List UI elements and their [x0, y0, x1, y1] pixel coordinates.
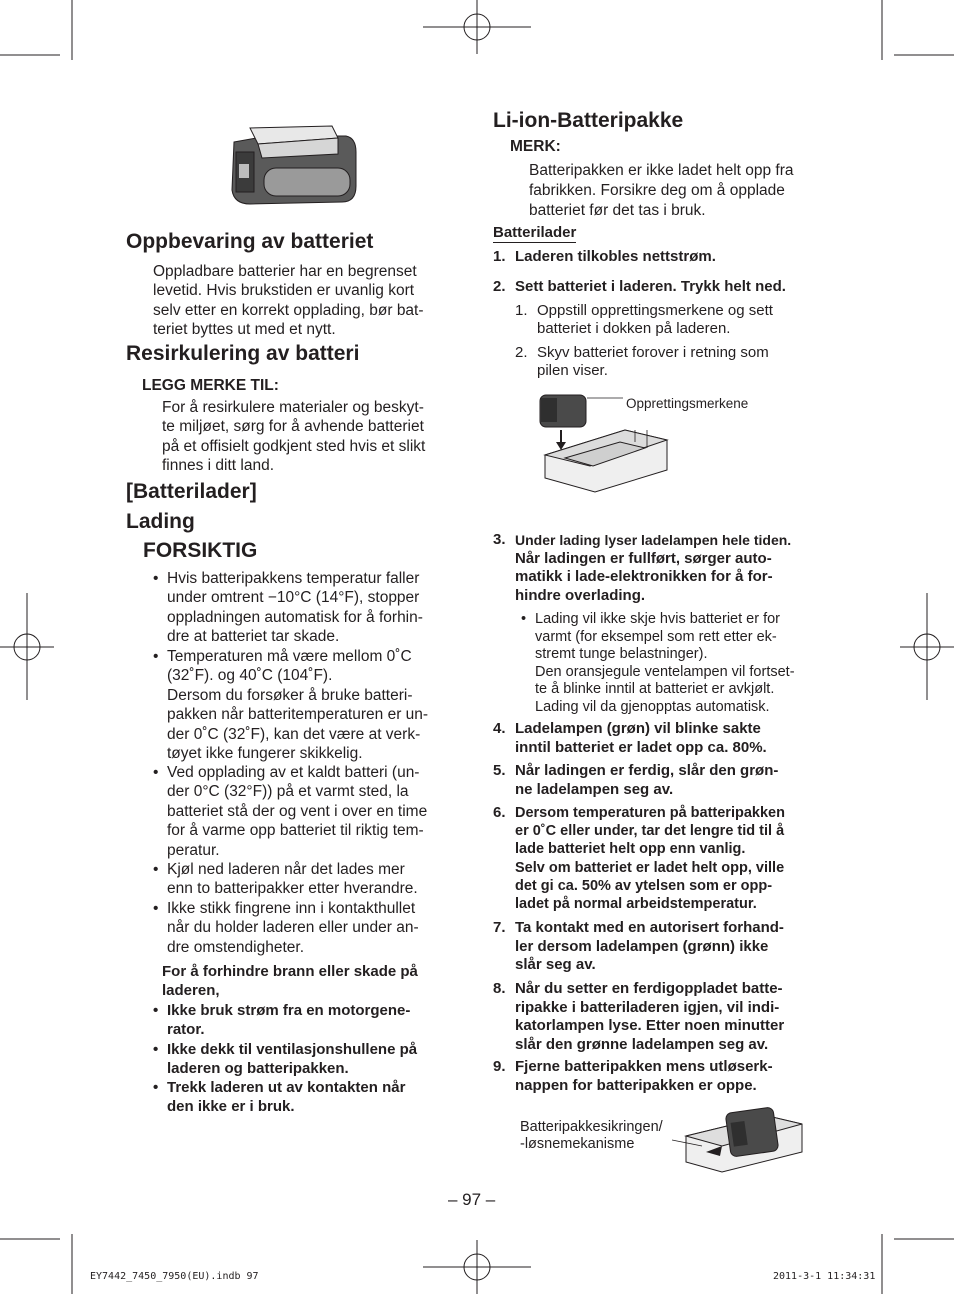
step-3: Under lading lyser ladelampen hele tiden. Når ladingen er fullført, sørger auto- matikk i lade-elektronikken for å for- hindre overlading.: [515, 532, 792, 604]
notice-label: LEGG MERKE TIL:: [142, 377, 279, 394]
fire-intro: For å forhindre brann eller skade på laderen,: [162, 963, 418, 1000]
step-number: 1.: [493, 248, 506, 265]
sub-number: 1.: [515, 302, 528, 319]
step-number: 4.: [493, 720, 506, 737]
liion-title: Li-ion-Batteripakke: [493, 109, 684, 132]
charging-title: Lading: [126, 510, 195, 533]
step-5: Når ladingen er ferdig, slår den grøn- ne ladelampen seg av.: [515, 762, 779, 798]
storage-title: Oppbevaring av batteriet: [126, 230, 374, 253]
step-2: Sett batteriet i laderen. Trykk helt ned.: [515, 278, 786, 295]
step-9: Fjerne batteripakken mens utløserk- nappen for batteripakken er oppe.: [515, 1058, 773, 1094]
recycle-title: Resirkulering av batteri: [126, 342, 360, 365]
step-number: 6.: [493, 804, 506, 821]
step-1: Laderen tilkobles nettstrøm.: [515, 248, 716, 265]
fig2-caption: Batteripakkesikringen/ -løsnemekanisme: [520, 1119, 663, 1152]
battery-release-illustration: [672, 1106, 804, 1174]
step-number: 9.: [493, 1058, 506, 1075]
merk-label: MERK:: [510, 138, 561, 155]
storage-text: Oppladbare batterier har en begrenset levetid. Hvis brukstiden er uvanlig kort selv etter en korrekt opplading, bør bat- teriet byttes ut med et nytt.: [153, 263, 424, 339]
step-6: Dersom temperaturen på batteripakken er 0˚C eller under, tar det lengre tid til å lade batteriet helt opp enn vanlig. Selv om batteriet er ladet helt opp, ville det gi ca. 50% av ytelsen som er opp- ladet på normal arbeidstemperatur.: [515, 805, 785, 913]
sub-step-2: Skyv batteriet forover i retning som pilen viser.: [537, 344, 769, 380]
sub-number: 2.: [515, 344, 528, 361]
step-number: 2.: [493, 278, 506, 295]
sub-step-1: Oppstill opprettingsmerkene og sett batteriet i dokken på laderen.: [537, 302, 773, 338]
step-number: 3.: [493, 531, 506, 548]
step-8: Når du setter en ferdigoppladet batte- ripakke i batteriladeren igjen, vil indi- katorlampen lyse. Etter noen minutter slår den grønne ladelampen seg av.: [515, 980, 785, 1053]
battery-pack-illustration: [228, 124, 358, 208]
fig1-caption: Opprettingsmerkene: [626, 396, 749, 411]
step-number: 7.: [493, 919, 506, 936]
charger-title: [Batterilader]: [126, 480, 257, 503]
merk-text: Batteripakken er ikke ladet helt opp fra fabrikken. Forsikre deg om å opplade batteriet før det tas i bruk.: [529, 162, 794, 219]
step-7: Ta kontakt med en autorisert forhand- ler dersom ladelampen (grønn) ikke slår seg av.: [515, 919, 784, 973]
recycle-text: For å resirkulere materialer og beskyt- te miljøet, sørg for å avhende batteriet på et offisielt godkjent sted hvis et slikt finnes i ditt land.: [162, 399, 426, 475]
step-number: 5.: [493, 762, 506, 779]
step-3-note: • Lading vil ikke skje hvis batteriet er for varmt (for eksempel som rett etter ek- stremt tunge belastninger). Den oransjegule ventelampen vil fortset- te å blinke inntil at batteriet er avkjølt. Lading vil da gjenopptas automatisk.: [521, 611, 795, 715]
step-number: 8.: [493, 980, 506, 997]
footer-file: EY7442_7450_7950(EU).indb 97: [90, 1271, 259, 1282]
charger-label: Batterilader: [493, 224, 577, 241]
caution-title: FORSIKTIG: [143, 539, 258, 562]
page-number: – 97 –: [448, 1190, 496, 1209]
footer-timestamp: 2011-3-1 11:34:31: [773, 1271, 876, 1282]
step-4: Ladelampen (grøn) vil blinke sakte inntil batteriet er ladet opp ca. 80%.: [515, 720, 767, 756]
